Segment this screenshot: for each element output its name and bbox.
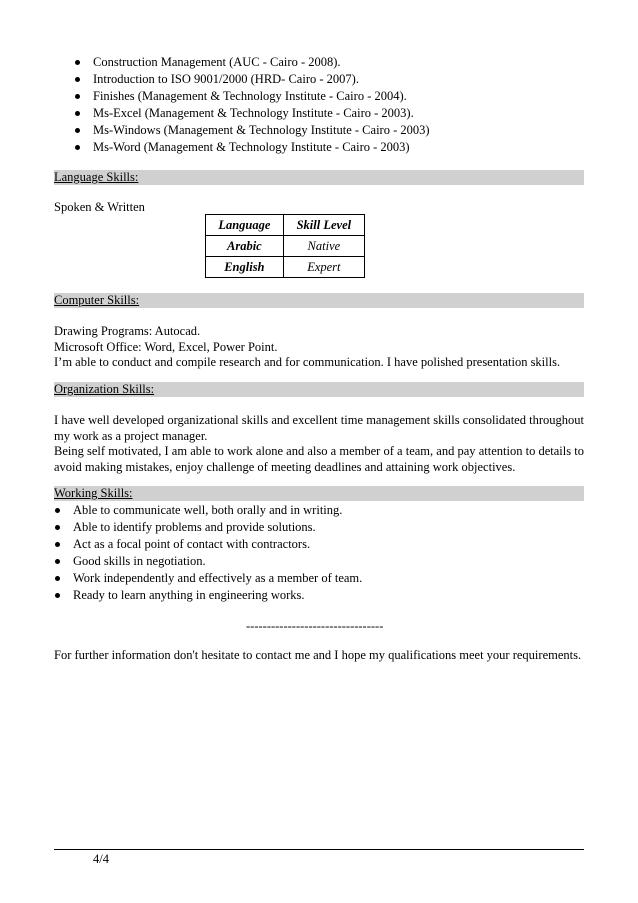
level-cell: Native xyxy=(283,236,364,257)
list-item: Introduction to ISO 9001/2000 (HRD- Cairo - 2007). xyxy=(93,71,430,88)
level-cell: Expert xyxy=(283,257,364,278)
list-item: Construction Management (AUC - Cairo - 2008). xyxy=(93,54,430,71)
bullet-icon xyxy=(55,559,60,564)
list-item: Ms-Windows (Management & Technology Institute - Cairo - 2003) xyxy=(93,122,430,139)
bullet-icon xyxy=(75,128,80,133)
column-header: Skill Level xyxy=(283,215,364,236)
list-item: Able to communicate well, both orally and in writing. xyxy=(73,502,362,519)
list-item: Finishes (Management & Technology Institute - Cairo - 2004). xyxy=(93,88,430,105)
bullet-icon xyxy=(75,60,80,65)
language-skills-heading: Language Skills: xyxy=(54,170,584,185)
language-intro: Spoken & Written xyxy=(54,200,145,214)
organization-skills-heading: Organization Skills: xyxy=(54,382,584,397)
list-item: Work independently and effectively as a member of team. xyxy=(73,570,362,587)
bullet-icon xyxy=(75,94,80,99)
computer-line: Microsoft Office: Word, Excel, Power Point. xyxy=(54,340,278,354)
footer-divider xyxy=(54,849,584,850)
bullet-icon xyxy=(55,593,60,598)
list-item: Good skills in negotiation. xyxy=(73,553,362,570)
bullet-icon xyxy=(55,576,60,581)
computer-line: I’m able to conduct and compile research and for communication. I have polished presentation skills. xyxy=(54,355,561,369)
organization-paragraph: Being self motivated, I am able to work alone and also a member of a team, and pay attention to details to avoid making mistakes, enjoy challenge of meeting deadlines and attaining work objectives. xyxy=(54,444,584,474)
closing-paragraph: For further information don't hesitate to contact me and I hope my qualifications meet your requirements. xyxy=(54,648,582,662)
column-header: Language xyxy=(206,215,284,236)
bullet-icon xyxy=(75,145,80,150)
table-row xyxy=(206,236,365,257)
separator-dashes: --------------------------------- xyxy=(246,619,384,633)
list-item: Act as a focal point of contact with contractors. xyxy=(73,536,362,553)
computer-line: Drawing Programs: Autocad. xyxy=(54,324,201,338)
list-item: Able to identify problems and provide solutions. xyxy=(73,519,362,536)
table-row xyxy=(206,257,365,278)
list-item: Ready to learn anything in engineering works. xyxy=(73,587,362,604)
computer-skills-heading: Computer Skills: xyxy=(54,293,584,308)
organization-paragraph: I have well developed organizational skills and excellent time management skills consolidated throughout my work as a project manager. xyxy=(54,413,584,443)
page-number: 4/4 xyxy=(93,852,109,866)
language-cell: English xyxy=(206,257,284,278)
working-skills-list xyxy=(73,502,362,604)
working-skills-heading: Working Skills: xyxy=(54,486,584,501)
bullet-icon xyxy=(75,77,80,82)
language-table xyxy=(205,214,365,278)
list-item: Ms-Excel (Management & Technology Institute - Cairo - 2003). xyxy=(93,105,430,122)
bullet-icon xyxy=(55,542,60,547)
table-header-row xyxy=(206,215,365,236)
bullet-icon xyxy=(55,525,60,530)
bullet-icon xyxy=(55,508,60,513)
courses-list xyxy=(93,54,430,156)
bullet-icon xyxy=(75,111,80,116)
list-item: Ms-Word (Management & Technology Institute - Cairo - 2003) xyxy=(93,139,430,156)
language-cell: Arabic xyxy=(206,236,284,257)
